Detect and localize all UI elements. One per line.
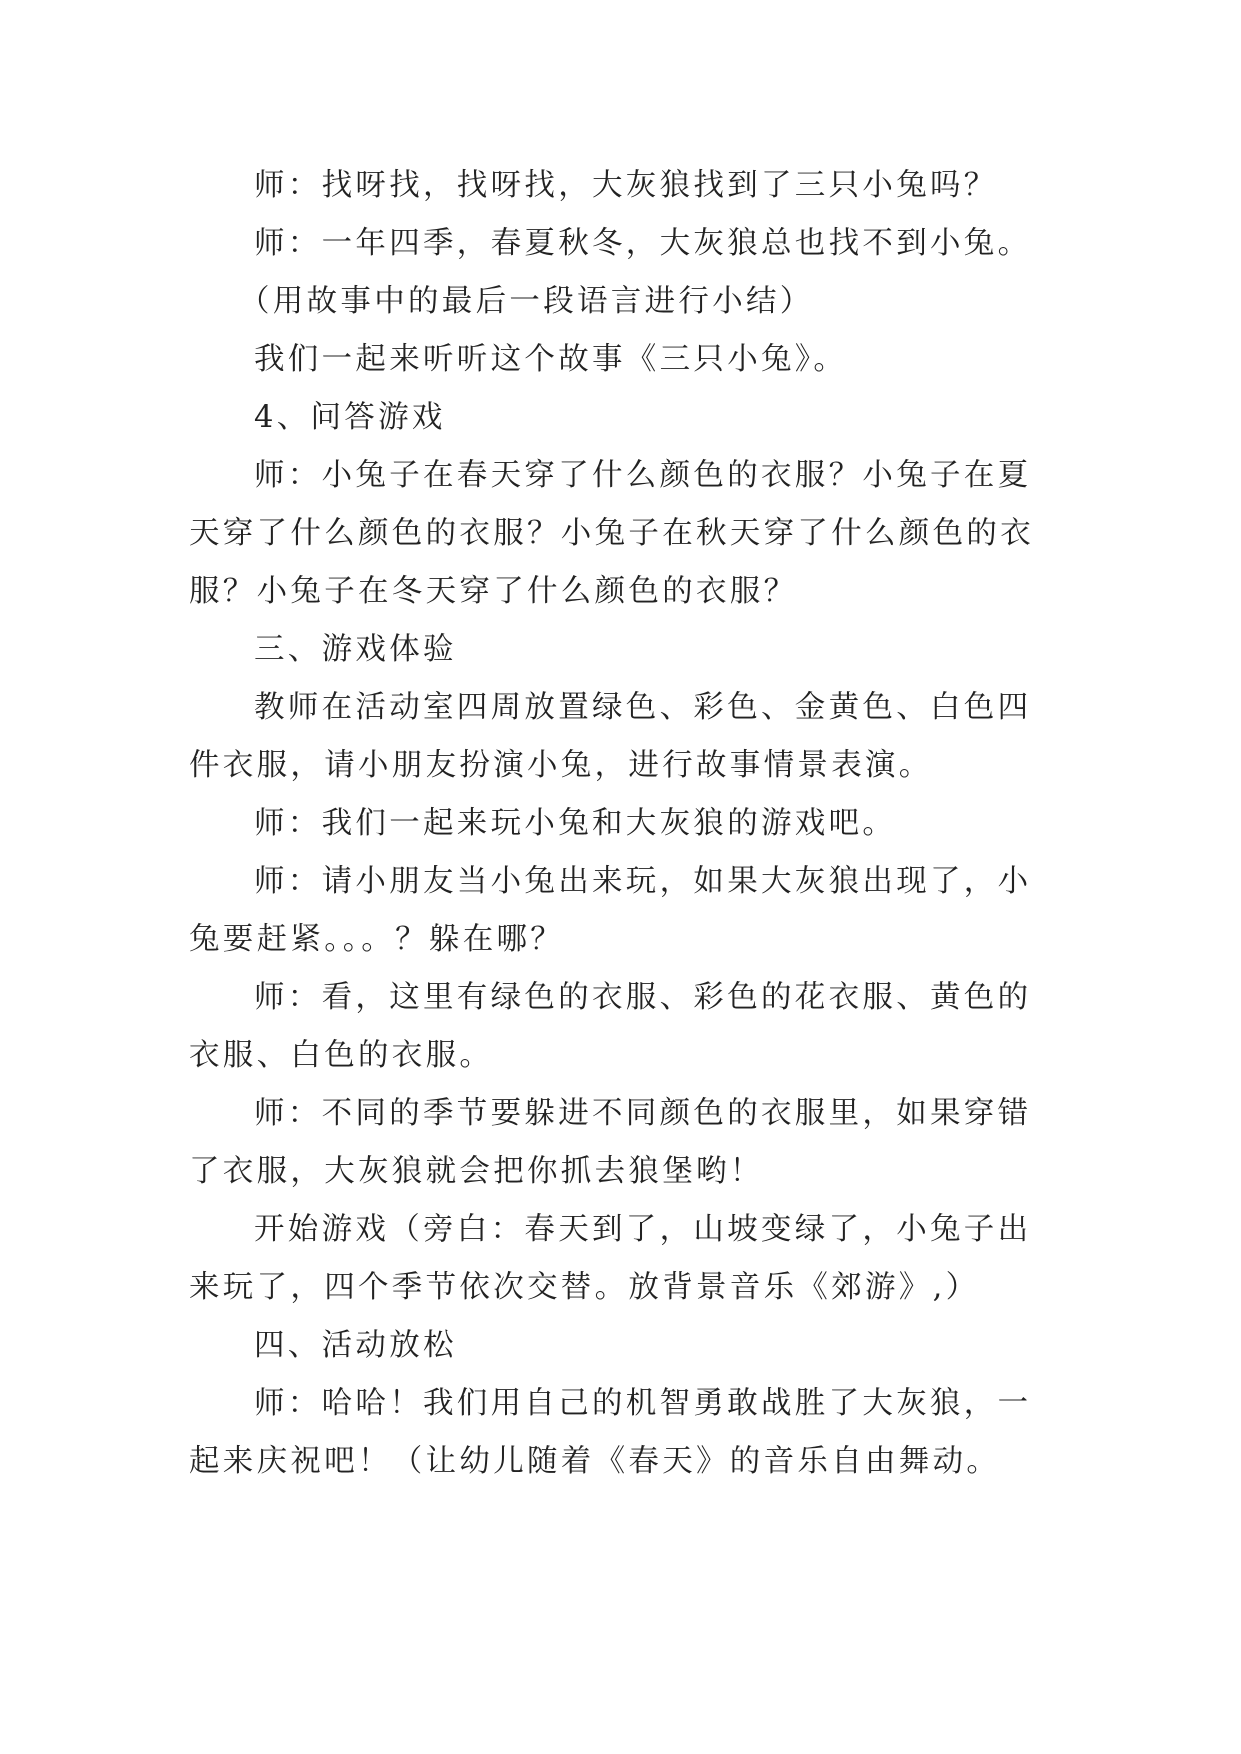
section-heading: 三、游戏体验 — [254, 632, 457, 667]
section-heading: 4、问答游戏 — [254, 400, 446, 435]
paragraph: 师：请小朋友当小兔出来玩，如果大灰狼出现了，小兔要赶紧。。。？躲在哪？ — [189, 864, 1032, 957]
paragraph: 师：我们一起来玩小兔和大灰狼的游戏吧。 — [254, 806, 897, 841]
section-heading: 四、活动放松 — [254, 1328, 457, 1363]
paragraph: 师：哈哈！我们用自己的机智勇敢战胜了大灰狼，一起来庆祝吧！（让幼儿随着《春天》的音乐自由舞动。 — [189, 1386, 1032, 1479]
paragraph: 师：小兔子在春天穿了什么颜色的衣服？小兔子在夏天穿了什么颜色的衣服？小兔子在秋天穿了什么颜色的衣服？小兔子在冬天穿了什么颜色的衣服？ — [189, 458, 1034, 609]
document-body — [189, 157, 1059, 1491]
paragraph: 师：一年四季，春夏秋冬，大灰狼总也找不到小兔。 — [254, 226, 1032, 261]
paragraph: 师：不同的季节要躲进不同颜色的衣服里，如果穿错了衣服，大灰狼就会把你抓去狼堡哟！ — [189, 1096, 1032, 1189]
paragraph: 师：找呀找，找呀找，大灰狼找到了三只小兔吗？ — [254, 168, 998, 203]
paragraph: 我们一起来听听这个故事《三只小兔》。 — [254, 342, 848, 377]
paragraph: （用故事中的最后一段语言进行小结） — [239, 284, 814, 319]
paragraph: 教师在活动室四周放置绿色、彩色、金黄色、白色四件衣服，请小朋友扮演小兔，进行故事情景表演。 — [189, 690, 1032, 783]
paragraph: 开始游戏（旁白：春天到了，山坡变绿了，小兔子出来玩了，四个季节依次交替。放背景音乐《郊游》,） — [189, 1212, 1032, 1305]
paragraph: 师：看，这里有绿色的衣服、彩色的花衣服、黄色的衣服、白色的衣服。 — [189, 980, 1032, 1073]
